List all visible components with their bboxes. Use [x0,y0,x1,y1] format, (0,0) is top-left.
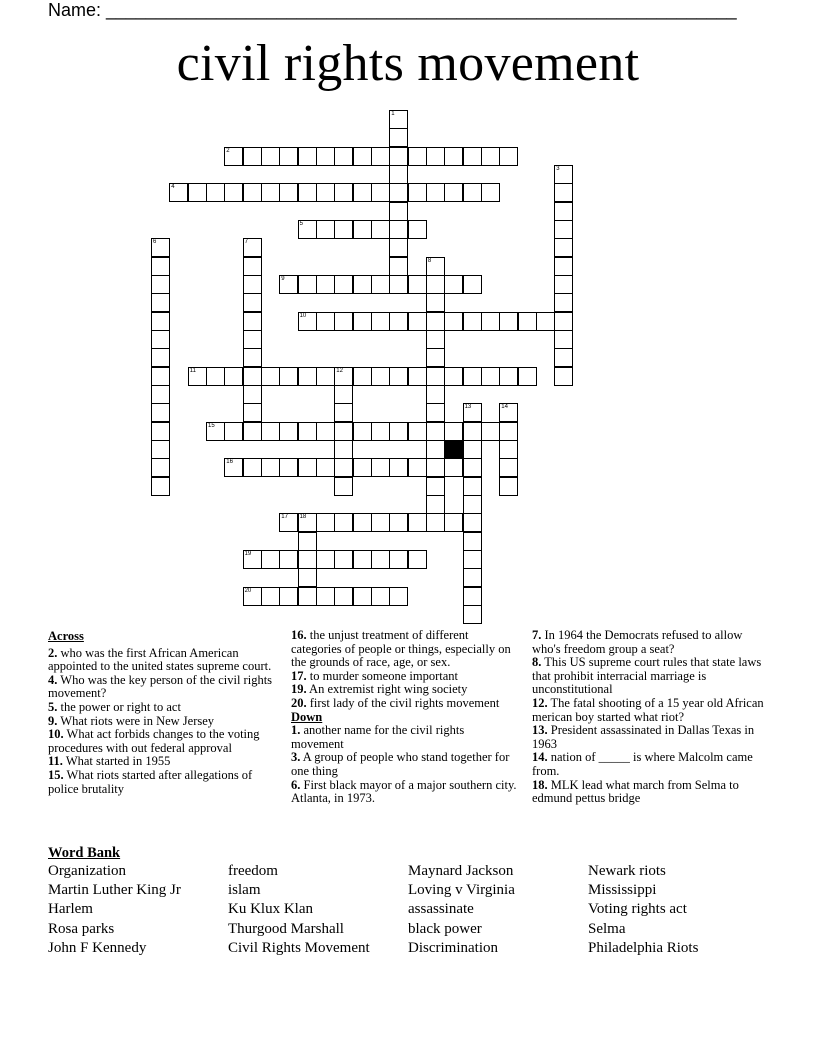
crossword-cell[interactable] [261,550,280,569]
crossword-cell[interactable] [334,220,353,239]
crossword-clue-number: 8 [427,257,432,264]
crossword-clue-number: 9 [281,276,285,282]
crossword-cell[interactable] [499,477,518,496]
crossword-cell[interactable] [151,257,170,276]
crossword-clue-number: 3 [556,166,560,172]
word-bank-item: John F Kennedy [48,939,147,956]
word-bank-column-1 [48,862,181,958]
crossword-cell[interactable] [206,422,225,441]
crossword-cell[interactable] [554,330,573,349]
crossword-cell[interactable] [426,440,445,459]
crossword-cell[interactable] [426,385,445,404]
crossword-cell[interactable] [316,587,335,606]
word-bank-item: black power [408,920,482,937]
word-bank-item: Mississippi [588,882,657,899]
crossword-cell[interactable] [481,367,500,386]
crossword-cell[interactable] [298,458,317,477]
crossword-clue-number: 19 [244,550,252,557]
crossword-clue-number: 4 [171,184,175,191]
word-bank-item: Selma [588,920,626,937]
crossword-cell[interactable] [499,312,518,331]
crossword-cell[interactable] [444,183,463,202]
crossword-clue-number: 16 [226,459,233,466]
crossword-cell[interactable] [261,183,280,202]
word-bank-item: Civil Rights Movement [228,939,370,956]
crossword-cell[interactable] [389,110,408,129]
crossword-cell[interactable] [408,220,427,239]
down-clue-12: 12. The fatal shooting of a 15 year old African merican boy started what riot? [532,695,764,724]
crossword-cell[interactable] [481,422,500,441]
word-bank-item: freedom [228,863,278,879]
crossword-cell[interactable] [499,458,518,477]
crossword-cell[interactable] [298,147,317,166]
word-bank-column-2 [228,862,370,958]
crossword-cell[interactable] [334,422,353,441]
crossword-cell[interactable] [151,422,170,441]
crossword-cell[interactable] [499,367,518,386]
crossword-cell[interactable] [389,458,408,477]
across-clue-16: 16. the unjust treatment of different categories of people or things, especially on the grounds of race, age, or sex. [291,628,511,670]
crossword-cell[interactable] [316,458,335,477]
crossword-cell[interactable] [389,422,408,441]
crossword-cell[interactable] [408,513,427,532]
crossword-cell[interactable] [224,183,243,202]
crossword-cell[interactable] [334,587,353,606]
word-bank-item: Voting rights act [588,901,687,918]
crossword-cell[interactable] [151,275,170,294]
across-clue-11: 11. What started in 1955 [48,754,171,769]
crossword-cell[interactable] [334,147,353,166]
crossword-cell[interactable] [353,183,372,202]
crossword-cell[interactable] [554,220,573,239]
crossword-cell[interactable] [408,312,427,331]
crossword-cell[interactable] [554,183,573,202]
crossword-cell[interactable] [279,367,298,386]
crossword-cell[interactable] [463,477,482,496]
crossword-cell[interactable] [151,403,170,422]
word-bank-item: Loving v Virginia [408,882,515,899]
crossword-cell[interactable] [408,422,427,441]
crossword-cell[interactable] [243,587,262,606]
crossword-cell[interactable] [353,367,372,386]
crossword-cell[interactable] [243,422,262,441]
crossword-block-cell [444,440,463,459]
down-clue-14: 14. nation of _____ is where Malcolm came from. [532,750,753,778]
crossword-cell[interactable] [499,440,518,459]
crossword-cell[interactable] [243,147,262,166]
crossword-cell[interactable] [334,385,353,404]
word-bank-item: Rosa parks [48,920,115,937]
crossword-clue-number: 15 [208,422,215,429]
crossword-cell[interactable] [389,513,408,532]
crossword-cell[interactable] [279,422,298,441]
word-bank-item: Discrimination [408,939,498,956]
across-clue-20: 20. first lady of the civil rights movement [291,695,500,710]
crossword-cell[interactable] [243,550,262,569]
crossword-cell[interactable] [463,550,482,569]
crossword-cell[interactable] [481,312,500,331]
crossword-clue-number: 12 [336,367,343,374]
crossword-cell[interactable] [463,422,482,441]
across-clue-19: 19. An extremist right wing society [291,682,468,697]
crossword-cell[interactable] [463,403,482,422]
down-clue-7: 7. In 1964 the Democrats refused to allow who's freedom group a seat? [532,628,743,656]
crossword-cell[interactable] [389,147,408,166]
crossword-cell[interactable] [151,238,170,257]
crossword-clue-number: 5 [299,221,303,227]
clues-column-3 [532,629,768,806]
crossword-cell[interactable] [151,330,170,349]
crossword-cell[interactable] [353,513,372,532]
crossword-cell[interactable] [371,422,390,441]
crossword-cell[interactable] [334,513,353,532]
crossword-cell[interactable] [151,385,170,404]
crossword-cell[interactable] [279,275,298,294]
crossword-clue-number: 20 [244,587,252,594]
crossword-cell[interactable] [334,458,353,477]
crossword-cell[interactable] [371,587,390,606]
crossword-cell[interactable] [188,183,207,202]
crossword-cell[interactable] [554,293,573,312]
crossword-cell[interactable] [444,275,463,294]
crossword-cell[interactable] [279,458,298,477]
crossword-cell[interactable] [426,477,445,496]
crossword-clue-number: 7 [244,239,248,246]
crossword-cell[interactable] [261,458,280,477]
across-clue-15: 15. What riots started after allegations of police brutality [48,767,253,796]
crossword-cell[interactable] [353,422,372,441]
crossword-cell[interactable] [151,348,170,367]
crossword-cell[interactable] [408,275,427,294]
crossword-cell[interactable] [334,550,353,569]
crossword-cell[interactable] [463,367,482,386]
word-bank-item: Philadelphia Riots [588,939,699,956]
crossword-cell[interactable] [151,477,170,496]
crossword-cell[interactable] [444,147,463,166]
word-bank-item: Maynard Jackson [408,863,514,879]
crossword-cell[interactable] [334,403,353,422]
word-bank-item: Harlem [48,901,93,918]
crossword-cell[interactable] [224,422,243,441]
crossword-cell[interactable] [463,147,482,166]
crossword-cell[interactable] [316,513,335,532]
crossword-cell[interactable] [334,477,353,496]
crossword-cell[interactable] [353,587,372,606]
crossword-cell[interactable] [463,440,482,459]
crossword-cell[interactable] [426,275,445,294]
crossword-cell[interactable] [224,458,243,477]
crossword-cell[interactable] [316,275,335,294]
crossword-cell[interactable] [334,183,353,202]
crossword-cell[interactable] [426,330,445,349]
crossword-cell[interactable] [554,202,573,221]
crossword-cell[interactable] [463,587,482,606]
crossword-cell[interactable] [279,513,298,532]
crossword-cell[interactable] [188,367,207,386]
crossword-cell[interactable] [554,257,573,276]
crossword-cell[interactable] [389,220,408,239]
crossword-cell[interactable] [518,312,537,331]
crossword-cell[interactable] [316,422,335,441]
word-bank-item: islam [228,882,261,899]
crossword-clue-number: 1 [391,111,395,117]
across-clue-4: 4. Who was the key person of the civil rights movement? [48,672,273,701]
crossword-cell[interactable] [334,312,353,331]
crossword-cell[interactable] [426,403,445,422]
crossword-cell[interactable] [554,367,573,386]
crossword-cell[interactable] [389,165,408,184]
crossword-cell[interactable] [463,312,482,331]
crossword-cell[interactable] [353,147,372,166]
crossword-cell[interactable] [353,275,372,294]
crossword-cell[interactable] [261,422,280,441]
crossword-cell[interactable] [316,367,335,386]
crossword-cell[interactable] [206,367,225,386]
crossword-cell[interactable] [224,147,243,166]
crossword-cell[interactable] [444,458,463,477]
crossword-cell[interactable] [151,367,170,386]
crossword-cell[interactable] [426,458,445,477]
crossword-cell[interactable] [334,440,353,459]
crossword-cell[interactable] [243,183,262,202]
word-bank-item: Newark riots [588,863,666,879]
crossword-cell[interactable] [499,147,518,166]
crossword-cell[interactable] [206,183,225,202]
crossword-cell[interactable] [371,312,390,331]
crossword-cell[interactable] [426,367,445,386]
crossword-cell[interactable] [353,550,372,569]
down-clue-1: 1. another name for the civil rights movement [291,723,465,751]
crossword-clue-number: 14 [501,404,508,411]
crossword-cell[interactable] [279,587,298,606]
crossword-cell[interactable] [444,367,463,386]
crossword-cell[interactable] [463,495,482,514]
crossword-cell[interactable] [426,312,445,331]
down-clue-8: 8. This US supreme court rules that state laws that prohibit interracial marriage is unconstitutional [532,655,762,697]
word-bank-item: Martin Luther King Jr [48,882,181,899]
word-bank-title: Word Bank [48,845,121,861]
crossword-clue-number: 2 [226,147,230,154]
crossword-cell[interactable] [371,147,390,166]
crossword-cell[interactable] [243,367,262,386]
word-bank-item: Organization [48,863,127,879]
crossword-cell[interactable] [389,367,408,386]
crossword-cell[interactable] [463,605,482,624]
crossword-cell[interactable] [444,422,463,441]
crossword-cell[interactable] [243,238,262,257]
word-bank-column-3 [408,862,515,958]
crossword-cell[interactable] [353,220,372,239]
across-clue-2: 2. who was the first African American appointed to the united states supreme court. [48,645,272,674]
crossword-cell[interactable] [554,275,573,294]
word-bank-item: assassinate [408,901,474,918]
crossword-cell[interactable] [554,348,573,367]
crossword-cell[interactable] [408,183,427,202]
crossword-cell[interactable] [243,330,262,349]
crossword-cell[interactable] [536,312,555,331]
crossword-cell[interactable] [371,458,390,477]
crossword-cell[interactable] [243,312,262,331]
crossword-cell[interactable] [408,147,427,166]
crossword-cell[interactable] [389,238,408,257]
crossword-cell[interactable] [408,367,427,386]
crossword-clue-number: 13 [464,404,472,411]
crossword-cell[interactable] [389,587,408,606]
crossword-cell[interactable] [499,422,518,441]
name-field-label[interactable]: Name: _______________________________________________________________ [48,0,737,20]
crossword-cell[interactable] [334,275,353,294]
crossword-cell[interactable] [298,532,317,551]
crossword-cell[interactable] [298,550,317,569]
crossword-cell[interactable] [481,147,500,166]
crossword-cell[interactable] [371,550,390,569]
crossword-cell[interactable] [426,513,445,532]
down-clue-13: 13. President assassinated in Dallas Texas in 1963 [532,723,755,751]
crossword-cell[interactable] [298,513,317,532]
crossword-cell[interactable] [408,458,427,477]
crossword-cell[interactable] [371,220,390,239]
crossword-clue-number: 6 [153,239,157,246]
crossword-cell[interactable] [426,257,445,276]
crossword-cell[interactable] [426,422,445,441]
crossword-cell[interactable] [151,312,170,331]
across-heading: Across [48,629,84,643]
crossword-cell[interactable] [298,312,317,331]
crossword-cell[interactable] [426,348,445,367]
crossword-cell[interactable] [243,348,262,367]
crossword-cell[interactable] [279,550,298,569]
crossword-cell[interactable] [389,257,408,276]
crossword-cell[interactable] [481,183,500,202]
crossword-cell[interactable] [353,458,372,477]
word-bank-item: Ku Klux Klan [228,901,313,918]
crossword-cell[interactable] [298,220,317,239]
crossword-cell[interactable] [298,587,317,606]
across-clue-9: 9. What riots were in New Jersey [48,713,215,728]
crossword-cell[interactable] [499,403,518,422]
crossword-cell[interactable] [243,257,262,276]
crossword-cell[interactable] [389,312,408,331]
crossword-cell[interactable] [554,165,573,184]
crossword-cell[interactable] [463,183,482,202]
crossword-clue-number: 18 [299,514,307,521]
crossword-cell[interactable] [371,367,390,386]
crossword-cell[interactable] [151,440,170,459]
crossword-cell[interactable] [426,495,445,514]
crossword-cell[interactable] [463,532,482,551]
crossword-cell[interactable] [463,513,482,532]
crossword-cell[interactable] [243,403,262,422]
crossword-cell[interactable] [426,183,445,202]
crossword-cell[interactable] [316,312,335,331]
across-clue-17: 17. to murder someone important [291,668,458,683]
crossword-cell[interactable] [298,275,317,294]
crossword-cell[interactable] [463,568,482,587]
crossword-cell[interactable] [554,238,573,257]
crossword-cell[interactable] [389,275,408,294]
crossword-cell[interactable] [554,312,573,331]
crossword-cell[interactable] [426,293,445,312]
crossword-cell[interactable] [426,147,445,166]
crossword-cell[interactable] [243,458,262,477]
crossword-cell[interactable] [279,183,298,202]
crossword-cell[interactable] [151,293,170,312]
crossword-cell[interactable] [316,147,335,166]
down-clue-6: 6. First black mayor of a major southern city. Atlanta, in 1973. [291,777,517,806]
crossword-cell[interactable] [316,550,335,569]
down-heading: Down [291,709,323,724]
crossword-cell[interactable] [298,422,317,441]
clues-column-1 [48,630,274,796]
crossword-cell[interactable] [444,513,463,532]
crossword-cell[interactable] [389,202,408,221]
crossword-cell[interactable] [463,458,482,477]
crossword-cell[interactable] [371,183,390,202]
crossword-cell[interactable] [169,183,188,202]
crossword-cell[interactable] [408,550,427,569]
clues-column-2 [291,629,517,806]
across-clue-5: 5. the power or right to act [48,699,181,714]
crossword-cell[interactable] [389,550,408,569]
crossword-clue-number: 17 [281,514,288,521]
across-clue-10: 10. What act forbids changes to the voting procedures with out federal approval [48,727,260,755]
crossword-cell[interactable] [279,147,298,166]
down-clue-18: 18. MLK lead what march from Selma to edmund pettus bridge [532,777,739,806]
crossword-cell[interactable] [316,183,335,202]
crossword-cell[interactable] [353,312,372,331]
crossword-cell[interactable] [371,275,390,294]
crossword-cell[interactable] [298,367,317,386]
page-title: civil rights movement [176,35,640,92]
crossword-cell[interactable] [261,587,280,606]
crossword-cell[interactable] [243,275,262,294]
crossword-cell[interactable] [444,312,463,331]
crossword-cell[interactable] [518,367,537,386]
crossword-cell[interactable] [261,147,280,166]
crossword-cell[interactable] [334,367,353,386]
crossword-cell[interactable] [389,183,408,202]
crossword-clue-number: 11 [189,367,196,374]
crossword-cell[interactable] [316,220,335,239]
crossword-cell[interactable] [261,367,280,386]
crossword-cell[interactable] [243,385,262,404]
crossword-cell[interactable] [243,293,262,312]
crossword-cell[interactable] [224,367,243,386]
word-bank-column-4 [588,862,698,958]
crossword-cell[interactable] [151,458,170,477]
crossword-cell[interactable] [371,513,390,532]
crossword-cell[interactable] [389,128,408,147]
word-bank-item: Thurgood Marshall [228,920,344,937]
crossword-cell[interactable] [298,183,317,202]
crossword-clue-number: 10 [299,312,307,319]
crossword-cell[interactable] [298,568,317,587]
crossword-cell[interactable] [463,275,482,294]
down-clue-3: 3. A group of people who stand together for one thing [291,750,510,778]
